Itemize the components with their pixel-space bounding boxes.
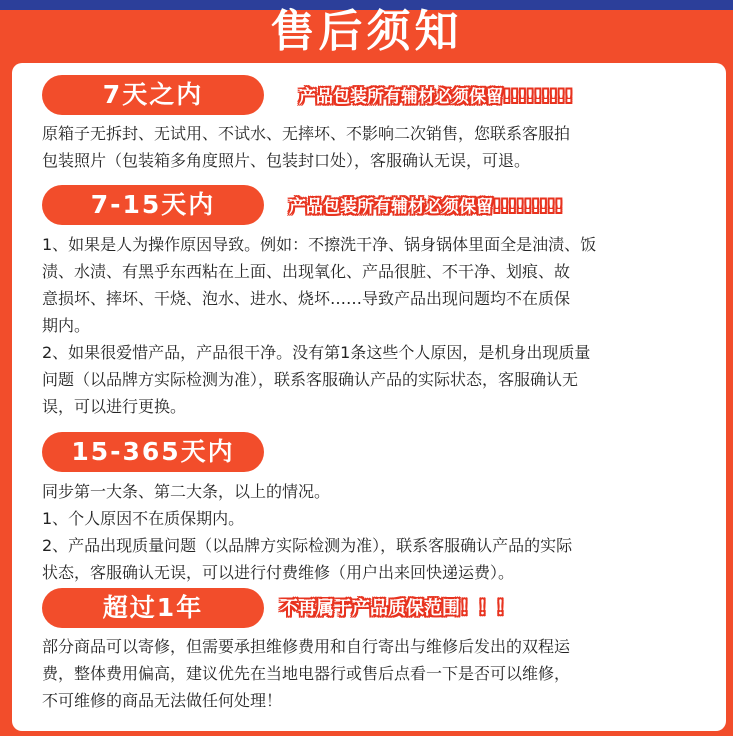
page-title: 售后须知 <box>270 6 463 57</box>
text-line: 状态，客服确认无误，可以进行付费维修（用户出来回快递运费）。 <box>42 563 515 582</box>
section-4-text <box>42 633 704 714</box>
section-2-warning: 产品包装所有辅材必须保留!!!!!!!!! <box>289 197 563 217</box>
text-line: 意损坏、摔坏、干烧、泡水、进水、烧坏……导致产品出现问题均不在质保 <box>42 289 571 308</box>
text-line: 2、产品出现质量问题（以品牌方实际检测为准），联系客服确认产品的实际 <box>42 536 573 555</box>
text-line: 期内。 <box>42 316 91 335</box>
section-1-text <box>42 120 704 174</box>
section-2-text <box>42 231 704 420</box>
section-4-pill: 超过1年 <box>42 588 264 628</box>
text-line: 1、个人原因不在质保期内。 <box>42 509 245 528</box>
text-line: 1、如果是人为操作原因导致。例如：不擦洗干净、锅身锅体里面全是油渍、饭 <box>42 235 597 254</box>
text-line: 渍、水渍、有黑乎东西粘在上面、出现氧化、产品很脏、不干净、划痕、故 <box>42 262 571 281</box>
text-line: 包装照片（包装箱多角度照片、包装封口处），客服确认无误，可退。 <box>42 151 531 170</box>
text-line: 部分商品可以寄修，但需要承担维修费用和自行寄出与维修后发出的双程运 <box>42 637 571 656</box>
section-3-pill: 15-365天内 <box>42 432 264 472</box>
text-line: 误，可以进行更换。 <box>42 397 187 416</box>
text-line: 2、如果很爱惜产品，产品很干净。没有第1条这些个人原因，是机身出现质量 <box>42 343 591 362</box>
section-1-warning: 产品包装所有辅材必须保留!!!!!!!!! <box>299 87 573 107</box>
text-line: 原箱子无拆封、无试用、不试水、无摔坏、不影响二次销售，您联系客服拍 <box>42 124 571 143</box>
text-line: 不可维修的商品无法做任何处理！ <box>42 691 283 710</box>
section-4-warning: 不再属于产品质保范围！！！ <box>280 598 514 619</box>
section-3-text <box>42 478 704 586</box>
text-line: 费，整体费用偏高，建议优先在当地电器行或售后点看一下是否可以维修， <box>42 664 571 683</box>
section-1-pill: 7天之内 <box>42 75 264 115</box>
text-line: 同步第一大条、第二大条，以上的情况。 <box>42 482 331 501</box>
text-line: 问题（以品牌方实际检测为准），联系客服确认产品的实际状态，客服确认无 <box>42 370 579 389</box>
section-2-pill: 7-15天内 <box>42 185 264 225</box>
